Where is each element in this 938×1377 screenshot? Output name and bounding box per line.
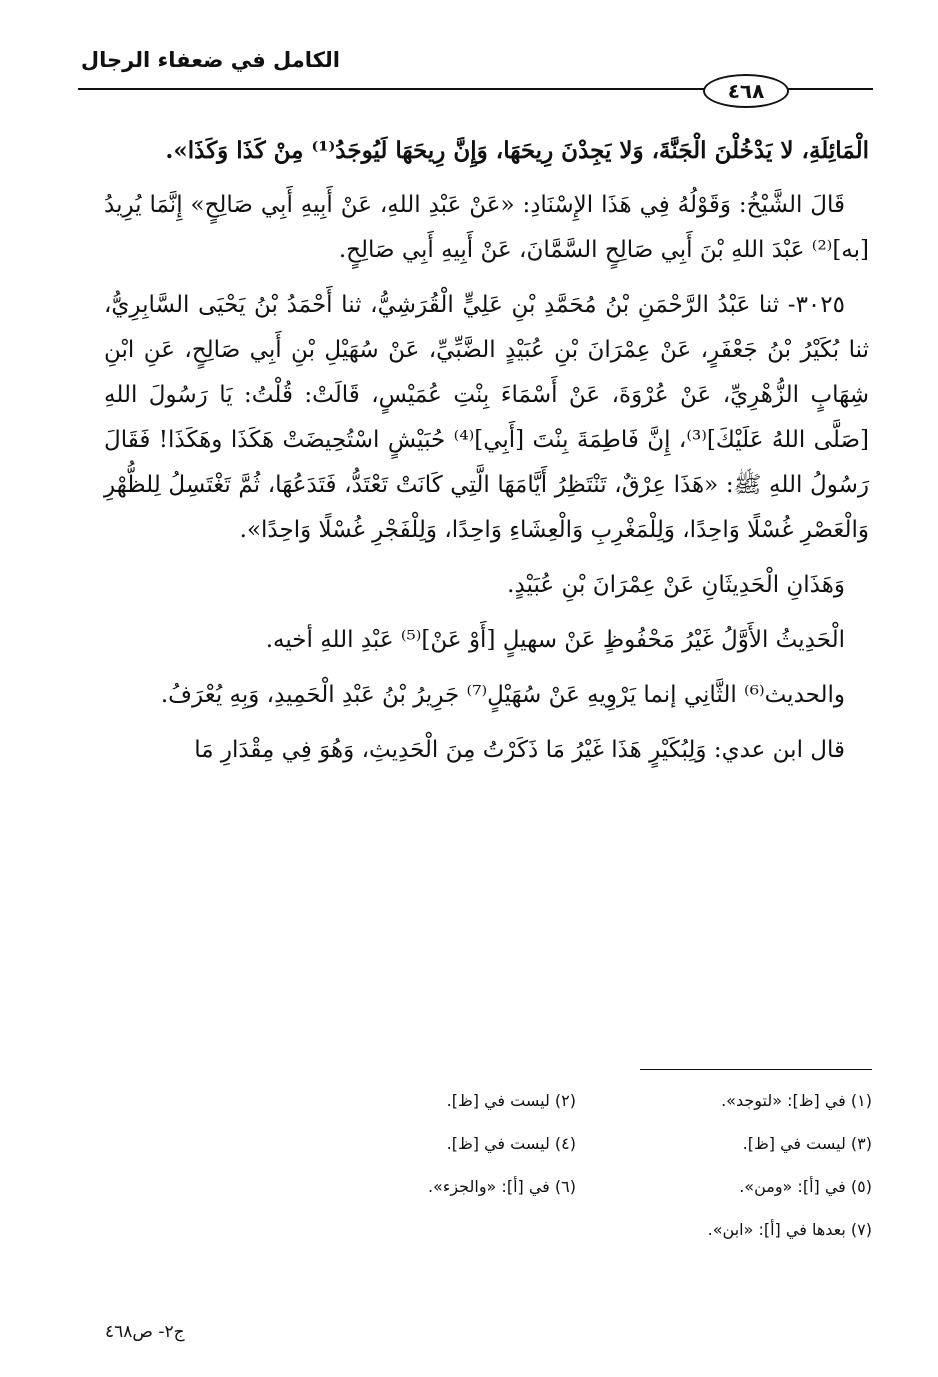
footnote-row — [280, 1172, 872, 1215]
paragraph-shaykh-comment: قَالَ الشَّيْخُ: وَقَوْلُهُ فِي هَذَا الإِسْنَادِ: «عَنْ عَبْدِ اللهِ، عَنْ أَبِيهِ أَبِي صَالِحٍ» إِنَّمَا يُرِيدُ [به]⁽²⁾ عَبْدَ اللهِ بْنَ أَبِي صَالِحٍ السَّمَّانَ، عَنْ أَبِيهِ أَبِي صَالِحٍ. — [104, 192, 869, 263]
footnote: (١) في [ظ]: «لتوجد». — [721, 1091, 872, 1110]
paragraph-hadith-3025: ٣٠٢٥- ثنا عَبْدُ الرَّحْمَنِ بْنُ مُحَمَّدِ بْنِ عَلِيٍّ الْقُرَشِيُّ، ثنا أَحْمَدُ بْنُ يَحْيَى السَّابِرِيُّ، ثنا بُكَيْرُ بْنُ جَعْفَرٍ، عَنْ عِمْرَانَ بْنِ عُبَيْدٍ الضَّبِّيِّ، عَنْ سُهَيْلِ بْنِ أَبِي صَالِحٍ، عَنِ ابْنِ شِهَابٍ الزُّهْرِيِّ، عَنْ عُرْوَةَ، عَنْ أَسْمَاءَ بِنْتِ عُمَيْسٍ، قَالَتْ: قُلْتُ: يَا رَسُولَ اللهِ [صَلَّى اللهُ عَلَيْكَ]⁽³⁾، إِنَّ فَاطِمَةَ بِنْتَ [أَبِي]⁽⁴⁾ حُبَيْشٍ اسْتُحِيضَتْ هَكَذَا وهَكَذَا! فَقَالَ رَسُولُ اللهِ ﷺ: «هَذَا عِرْقٌ، تَنْتَظِرُ أَيَّامَهَا الَّتِي كَانَتْ تَعْتَدُّ، فَتَدَعُهَا، ثُمَّ تَغْتَسِلُ لِلظُّهْرِ وَالْعَصْرِ غُسْلًا وَاحِدًا، وَلِلْمَغْرِبِ وَالْعِشَاءِ وَاحِدًا، وَلِلْفَجْرِ غُسْلًا وَاحِدًا». — [104, 292, 869, 543]
main-text — [104, 128, 869, 783]
paragraph-hadith-end: الْمَائِلَةِ، لا يَدْخُلْنَ الْجَنَّةَ، وَلا يَجِدْنَ رِيحَهَا، وَإِنَّ رِيحَهَا لَيُوجَدُ⁽¹⁾ مِنْ كَذَا وَكَذَا». — [165, 137, 869, 164]
footnote: (٦) في [أ]: «والجزء». — [427, 1177, 576, 1196]
paragraph-two-hadiths: وَهَذَانِ الْحَدِيثَانِ عَنْ عِمْرَانَ بْنِ عُبَيْدٍ. — [507, 572, 845, 598]
footnote: (٥) في [أ]: «ومن». — [739, 1177, 872, 1196]
paragraph-second-hadith: والحديث⁽⁶⁾ الثَّانِي إنما يَرْوِيهِ عَنْ سُهَيْلٍ⁽⁷⁾ جَرِيرُ بْنُ عَبْدِ الْحَمِيدِ، وَبِهِ يُعْرَفُ. — [160, 682, 845, 708]
paragraph-first-hadith: الْحَدِيثُ الأَوَّلُ غَيْرُ مَحْفُوظٍ عَنْ سهيلٍ [أَوْ عَنْ]⁽⁵⁾ عَبْدِ اللهِ أخيه. — [265, 627, 845, 653]
footnote: (٣) ليست في [ظ]. — [742, 1134, 872, 1153]
page-number-badge: ٤٦٨ — [703, 74, 789, 108]
footnote-row — [280, 1086, 872, 1129]
footnote: (٧) بعدها في [أ]: «ابن». — [707, 1220, 872, 1239]
volume-page-footer: ج٢- ص٤٦٨ — [105, 1322, 185, 1342]
footnote-row — [280, 1129, 872, 1172]
footnote: (٢) ليست في [ظ]. — [446, 1091, 576, 1110]
paragraph-ibn-adi: قال ابن عدي: وَلِبُكَيْرٍ هَذَا غَيْرُ مَا ذَكَرْتُ مِنَ الْحَدِيثِ، وَهُوَ فِي مِقْدَارِ مَا — [194, 737, 845, 763]
footnotes — [280, 1086, 872, 1258]
running-title: الكامل في ضعفاء الرجال — [80, 48, 340, 72]
footnote-divider — [640, 1069, 872, 1070]
footnote-row — [280, 1215, 872, 1258]
footnote: (٤) ليست في [ظ]. — [446, 1134, 576, 1153]
